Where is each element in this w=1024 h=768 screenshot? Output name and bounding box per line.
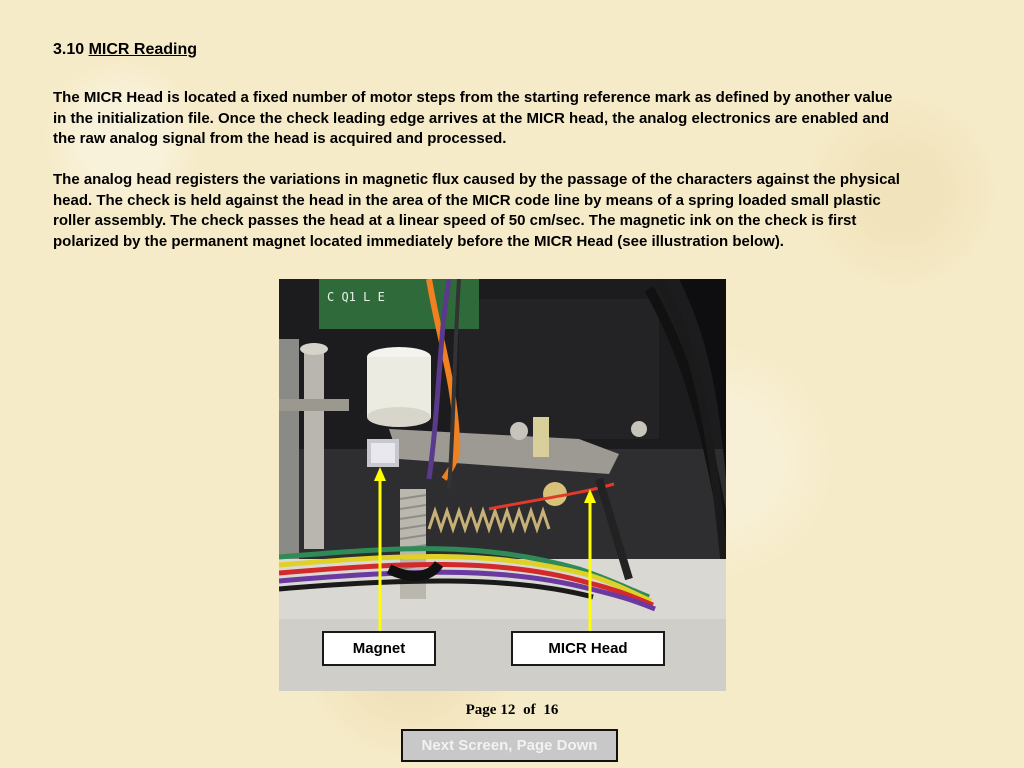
pcb-text: C Q1 L E (327, 290, 385, 304)
micr-assembly-photo (279, 279, 726, 691)
micr-head-label: MICR Head (511, 631, 665, 666)
next-screen-button[interactable]: Next Screen, Page Down (401, 729, 618, 762)
page-of: of (523, 702, 536, 718)
page-indicator (0, 702, 1024, 719)
paragraph-analog-head: The analog head registers the variations in magnetic flux caused by the passage of the characters against the physical head. The check is held against the head in the area of the MICR code line by means of a spring loaded small plastic roller assembly. The check passes the head at a linear speed of 50 cm/sec. The magnetic ink on the check is first polarized by the permanent magnet located immediately before the MICR Head (see illustration below). (53, 171, 900, 250)
page-prefix: Page (465, 702, 497, 718)
section-title: MICR Reading (88, 41, 198, 58)
page-current: 12 (500, 702, 516, 718)
paragraph-micr-head-location: The MICR Head is located a fixed number of motor steps from the starting reference mark as defined by another value in the initialization file. Once the check leading edge arrives at the MICR head, the analog electronics are enabled and the raw analog signal from the head is acquired and processed. (53, 89, 893, 147)
magnet-label: Magnet (322, 631, 436, 666)
section-number: 3.10 (53, 41, 85, 58)
page-total: 16 (543, 702, 559, 718)
section-heading (53, 41, 197, 59)
